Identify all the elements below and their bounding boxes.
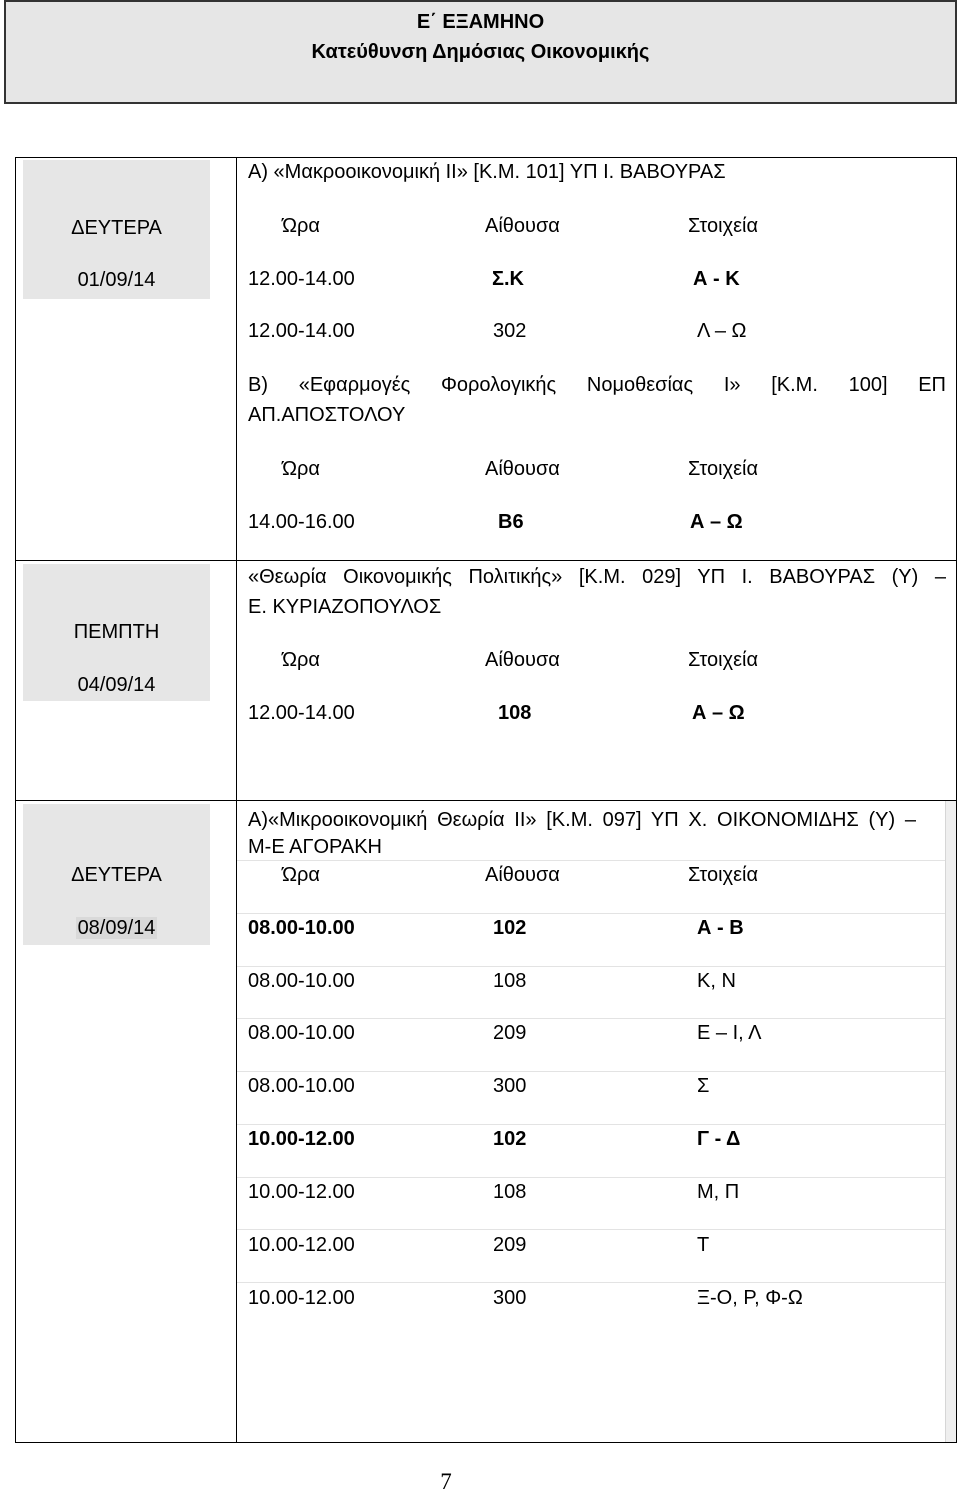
slot-room: 108 [493, 970, 527, 992]
day-name: ΔΕΥΤΕΡΑ [71, 217, 162, 239]
course-title [248, 807, 916, 861]
slot-room: Β6 [498, 511, 524, 533]
column-header-row [0, 863, 960, 887]
slot-letters: Κ, Ν [697, 970, 736, 992]
exam-slot-row [0, 969, 960, 993]
track-subtitle: Κατεύθυνση Δημόσιας Οικονομικής [311, 41, 650, 63]
slot-letters: Ξ-Ο, Ρ, Φ-Ω [697, 1287, 803, 1309]
row-rule [237, 1018, 945, 1019]
slot-letters: Ε – Ι, Λ [697, 1022, 762, 1044]
day-name: ΠΕΜΠΤΗ [73, 621, 160, 643]
slot-time: 08.00-10.00 [248, 970, 355, 992]
course-title-line: Μ-Ε ΑΓΟΡΑΚΗ [248, 836, 383, 858]
column-header-time: Ώρα [282, 649, 320, 671]
exam-slot-row [0, 1180, 960, 1204]
slot-time: 12.00-14.00 [248, 702, 355, 724]
course-title-line: «Θεωρία Οικονομικής Πολιτικής» [Κ.Μ. 029] ΥΠ Ι. ΒΑΒΟΥΡΑΣ (Υ) – [248, 566, 946, 588]
exam-slot-row [0, 267, 960, 291]
course-title-line: Α)«Μικροοικονομική Θεωρία ΙΙ» [Κ.Μ. 097] ΥΠ Χ. ΟΙΚΟΝΟΜΙΔΗΣ (Υ) – [248, 809, 916, 831]
slot-room: 300 [493, 1075, 527, 1097]
column-header-time: Ώρα [282, 864, 320, 886]
column-header-row [0, 457, 960, 481]
course-title [248, 562, 946, 622]
column-header-room: Αίθουσα [485, 215, 560, 237]
exam-slot-row [0, 916, 960, 940]
column-header-row [0, 648, 960, 672]
exam-slot-row [0, 510, 960, 534]
slot-letters: Λ – Ω [697, 320, 747, 342]
section-divider [15, 560, 957, 561]
semester-header [4, 0, 957, 104]
column-header-room: Αίθουσα [485, 458, 560, 480]
exam-slot-row [0, 1233, 960, 1257]
slot-time: 14.00-16.00 [248, 511, 355, 533]
course-title-line: Α) «Μακροοικονομική ΙΙ» [Κ.Μ. 101] ΥΠ Ι. ΒΑΒΟΥΡΑΣ [248, 161, 726, 183]
slot-time: 12.00-14.00 [248, 320, 355, 342]
row-rule [237, 966, 945, 967]
row-rule [237, 1071, 945, 1072]
column-header-room: Αίθουσα [485, 649, 560, 671]
slot-letters: Γ - Δ [697, 1128, 741, 1150]
slot-time: 08.00-10.00 [248, 917, 355, 939]
slot-letters: Α – Ω [692, 702, 745, 724]
column-header-letters: Στοιχεία [688, 864, 759, 886]
slot-room: 209 [493, 1234, 527, 1256]
slot-time: 10.00-12.00 [248, 1128, 355, 1150]
slot-room: 209 [493, 1022, 527, 1044]
exam-slot-row [0, 319, 960, 343]
semester-title: Ε΄ ΕΞΑΜΗΝΟ [416, 11, 545, 33]
slot-room: 108 [493, 1181, 527, 1203]
slot-letters: Α - Β [697, 917, 744, 939]
course-title [248, 370, 946, 430]
course-title-line: Β) «Εφαρμογές Φορολογικής Νομοθεσίας Ι» [Κ.Μ. 100] ΕΠ [248, 374, 946, 396]
column-header-letters: Στοιχεία [688, 215, 759, 237]
exam-date: 04/09/14 [77, 674, 156, 696]
row-rule [237, 1282, 945, 1283]
column-header-time: Ώρα [282, 215, 320, 237]
column-header-row [0, 214, 960, 238]
course-title-line: ΑΠ.ΑΠΟΣΤΟΛΟΥ [248, 404, 406, 426]
course-title-line: Ε. ΚΥΡΙΑΖΟΠΟΥΛΟΣ [248, 596, 442, 618]
exam-slot-row [0, 1286, 960, 1310]
section-divider [15, 800, 957, 801]
exam-slot-row [0, 1074, 960, 1098]
slot-time: 10.00-12.00 [248, 1181, 355, 1203]
slot-letters: Σ [697, 1075, 710, 1097]
row-rule [237, 1177, 945, 1178]
slot-letters: Μ, Π [697, 1181, 740, 1203]
column-header-time: Ώρα [282, 458, 320, 480]
column-header-letters: Στοιχεία [688, 649, 759, 671]
slot-letters: Τ [697, 1234, 710, 1256]
column-header-letters: Στοιχεία [688, 458, 759, 480]
exam-date: 01/09/14 [77, 269, 156, 291]
row-rule [237, 913, 945, 914]
slot-room: 102 [493, 917, 527, 939]
exam-slot-row [0, 701, 960, 725]
slot-time: 08.00-10.00 [248, 1075, 355, 1097]
slot-room: 108 [498, 702, 532, 724]
exam-slot-row [0, 1021, 960, 1045]
slot-room: 300 [493, 1287, 527, 1309]
exam-slot-row [0, 1127, 960, 1151]
slot-time: 12.00-14.00 [248, 268, 355, 290]
slot-letters: Α – Ω [690, 511, 743, 533]
slot-room: 302 [493, 320, 527, 342]
slot-time: 10.00-12.00 [248, 1287, 355, 1309]
page-number: 7 [440, 1469, 452, 1494]
column-header-room: Αίθουσα [485, 864, 560, 886]
slot-time: 08.00-10.00 [248, 1022, 355, 1044]
row-rule [237, 1124, 945, 1125]
slot-room: Σ.Κ [492, 268, 525, 290]
slot-room: 102 [493, 1128, 527, 1150]
slot-letters: Α - Κ [693, 268, 740, 290]
course-title [248, 160, 946, 184]
exam-date: 08/09/14 [77, 917, 156, 939]
table-edge-shade [946, 801, 956, 1442]
row-rule [237, 1229, 945, 1230]
table-edge-line [945, 801, 946, 1442]
slot-time: 10.00-12.00 [248, 1234, 355, 1256]
day-name: ΔΕΥΤΕΡΑ [71, 864, 162, 886]
